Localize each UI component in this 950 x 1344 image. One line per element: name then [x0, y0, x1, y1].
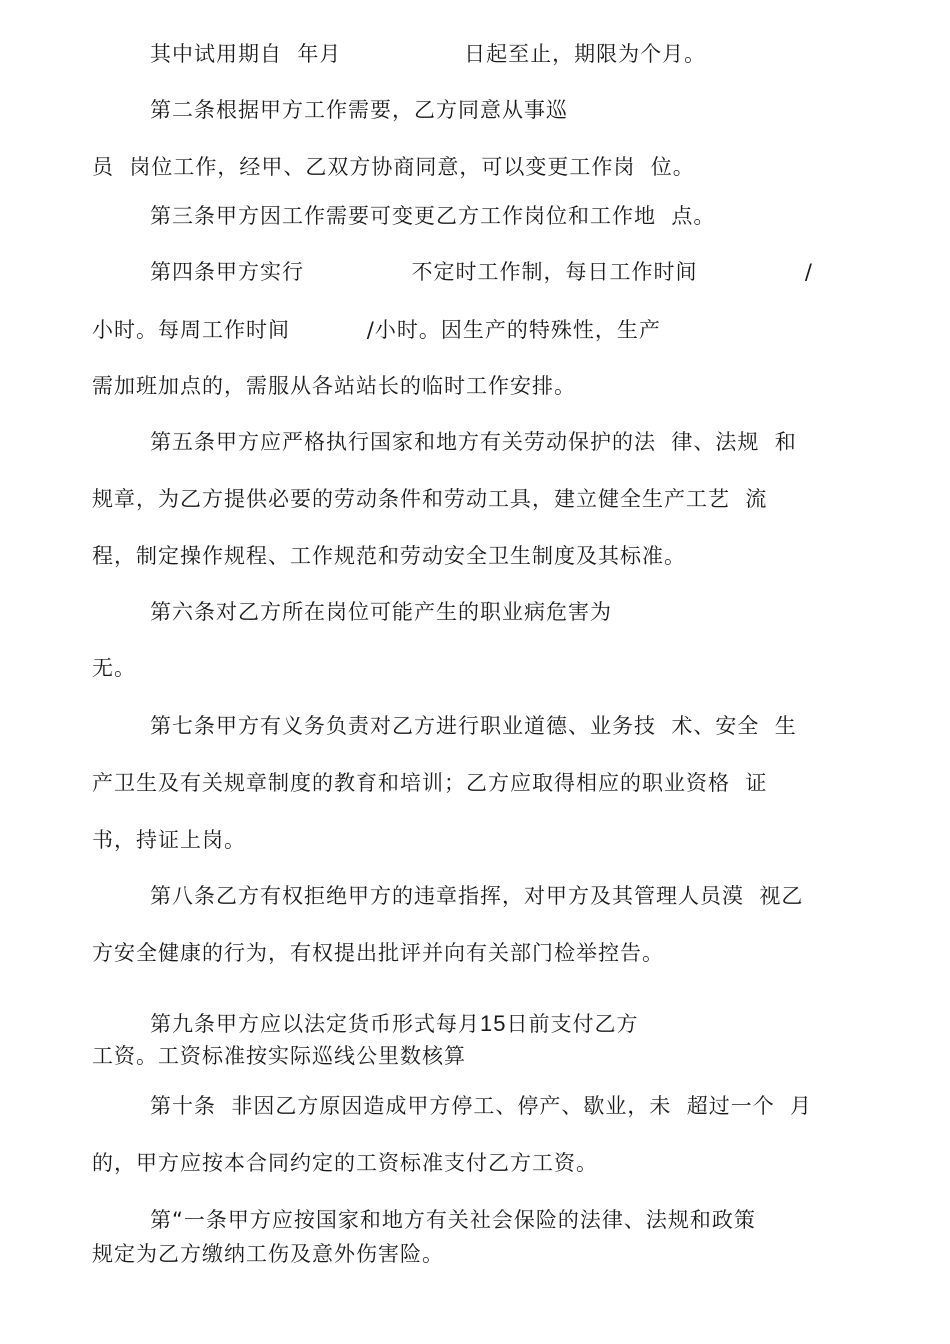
article-11-line-1: 第“一条甲方应按国家和地方有关社会保险的法律、法规和政策	[150, 1208, 756, 1232]
article-2-line-1: 第二条根据甲方工作需要，乙方同意从事巡	[150, 98, 568, 122]
probation-period-line: 其中试用期自 年月 日起至止，期限为个月。	[150, 42, 707, 66]
article-5-line-1: 第五条甲方应严格执行国家和地方有关劳动保护的法 律、法规 和	[150, 430, 797, 454]
article-6-line-2: 无。	[92, 656, 136, 680]
article-9-line-1	[150, 1010, 638, 1038]
article-7-line-2: 产卫生及有关规章制度的教育和培训；乙方应取得相应的职业资格 证	[92, 771, 768, 795]
article-7-line-3: 书，持证上岗。	[92, 828, 246, 852]
article-4-line-2: 小时。每周工作时间 /小时。因生产的特殊性，生产	[92, 318, 661, 342]
article-9-text-b: 日前支付乙方	[506, 1012, 639, 1036]
article-8-line-2: 方安全健康的行为，有权提出批评并向有关部门检举控告。	[92, 941, 664, 965]
article-10-line-2: 的，甲方应按本合同约定的工资标准支付乙方工资。	[92, 1151, 598, 1175]
pay-day-number: 15	[480, 1011, 507, 1036]
article-8-line-1: 第八条乙方有权拒绝甲方的违章指挥，对甲方及其管理人员漠 视乙	[150, 884, 804, 908]
article-6-line-1: 第六条对乙方所在岗位可能产生的职业病危害为	[150, 600, 612, 624]
article-5-line-2: 规章，为乙方提供必要的劳动条件和劳动工具，建立健全生产工艺 流	[92, 487, 768, 511]
article-5-line-3: 程，制定操作规程、工作规范和劳动安全卫生制度及其标准。	[92, 544, 686, 568]
article-9-line-2: 工资。工资标准按实际巡线公里数核算	[92, 1044, 466, 1068]
article-10-line-1: 第十条 非因乙方原因造成甲方停工、停产、歇业，未 超过一个 月	[150, 1094, 813, 1118]
article-11-line-2: 规定为乙方缴纳工伤及意外伤害险。	[92, 1242, 444, 1266]
article-4-line-3: 需加班加点的，需服从各站站长的临时工作安排。	[92, 374, 576, 398]
article-2-line-2: 员 岗位工作，经甲、乙双方协商同意，可以变更工作岗 位。	[92, 155, 695, 179]
article-4-line-1: 第四条甲方实行 不定时工作制，每日工作时间 /	[150, 260, 813, 284]
article-9-text-a: 第九条甲方应以法定货币形式每月	[150, 1012, 480, 1036]
article-7-line-1: 第七条甲方有义务负责对乙方进行职业道德、业务技 术、安全 生	[150, 714, 797, 738]
article-3-line: 第三条甲方因工作需要可变更乙方工作岗位和工作地 点。	[150, 204, 716, 228]
